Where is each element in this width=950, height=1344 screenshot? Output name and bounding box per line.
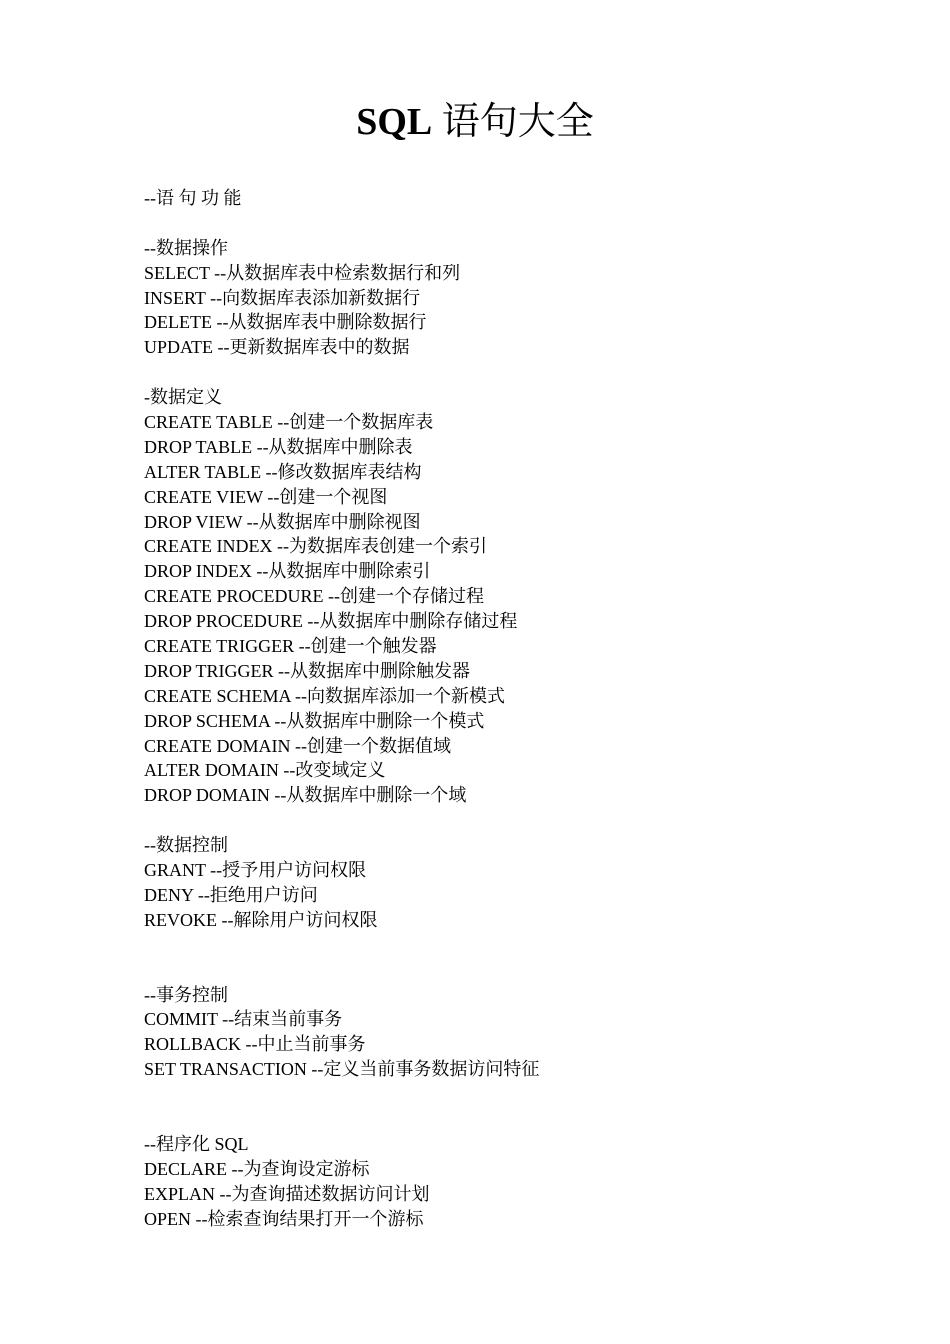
text-line: --语 句 功 能: [144, 188, 242, 208]
text-line: COMMIT --结束当前事务: [144, 1009, 343, 1030]
text-line: DROP PROCEDURE --从数据库中删除存储过程: [144, 611, 518, 632]
text-line: DROP DOMAIN --从数据库中删除一个域: [144, 785, 467, 806]
text-line: OPEN --检索查询结果打开一个游标: [144, 1208, 424, 1229]
text-line: REVOKE --解除用户访问权限: [144, 909, 378, 930]
text-line: DROP INDEX --从数据库中删除索引: [144, 561, 431, 582]
page-title-latin: SQL: [356, 101, 433, 143]
text-line: GRANT --授予用户访问权限: [144, 860, 367, 881]
blank-line: [144, 933, 904, 958]
text-line: SELECT --从数据库表中检索数据行和列: [144, 262, 461, 283]
text-line: CREATE TABLE --创建一个数据库表: [144, 412, 434, 433]
blank-line: [144, 808, 904, 833]
text-line: EXPLAN --为查询描述数据访问计划: [144, 1183, 430, 1204]
text-line: --事务控制: [144, 984, 228, 1005]
text-line: CREATE TRIGGER --创建一个触发器: [144, 636, 437, 657]
blank-line: [144, 958, 904, 983]
blank-line: [144, 360, 904, 385]
document-body: [144, 186, 904, 1231]
text-line: DROP VIEW --从数据库中删除视图: [144, 511, 421, 532]
text-line: DROP SCHEMA --从数据库中删除一个模式: [144, 710, 485, 731]
text-line: ALTER DOMAIN --改变域定义: [144, 760, 386, 781]
text-line: --程序化 SQL: [144, 1133, 249, 1154]
blank-line: [144, 1082, 904, 1107]
text-line: --数据控制: [144, 835, 228, 856]
text-line: ALTER TABLE --修改数据库表结构: [144, 461, 422, 482]
text-line: DROP TRIGGER --从数据库中删除触发器: [144, 660, 471, 681]
text-line: SET TRANSACTION --定义当前事务数据访问特征: [144, 1059, 540, 1080]
text-line: DELETE --从数据库表中删除数据行: [144, 312, 427, 333]
text-line: CREATE VIEW --创建一个视图: [144, 486, 388, 507]
text-line: CREATE PROCEDURE --创建一个存储过程: [144, 586, 485, 607]
text-line: CREATE INDEX --为数据库表创建一个索引: [144, 536, 487, 557]
text-line: CREATE DOMAIN --创建一个数据值域: [144, 735, 451, 756]
text-line: DROP TABLE --从数据库中删除表: [144, 436, 413, 457]
text-line: INSERT --向数据库表添加新数据行: [144, 287, 421, 308]
text-line: --数据操作: [144, 237, 228, 258]
text-line: UPDATE --更新数据库表中的数据: [144, 337, 410, 358]
text-line: CREATE SCHEMA --向数据库添加一个新模式: [144, 685, 506, 706]
text-line: -数据定义: [144, 387, 222, 408]
text-line: DENY --拒绝用户访问: [144, 884, 318, 905]
text-line: DECLARE --为查询设定游标: [144, 1158, 370, 1179]
blank-line: [144, 211, 904, 236]
text-line: ROLLBACK --中止当前事务: [144, 1034, 366, 1055]
blank-line: [144, 1107, 904, 1132]
page-title: [0, 97, 950, 147]
page-title-cjk: 语句大全: [441, 101, 594, 143]
